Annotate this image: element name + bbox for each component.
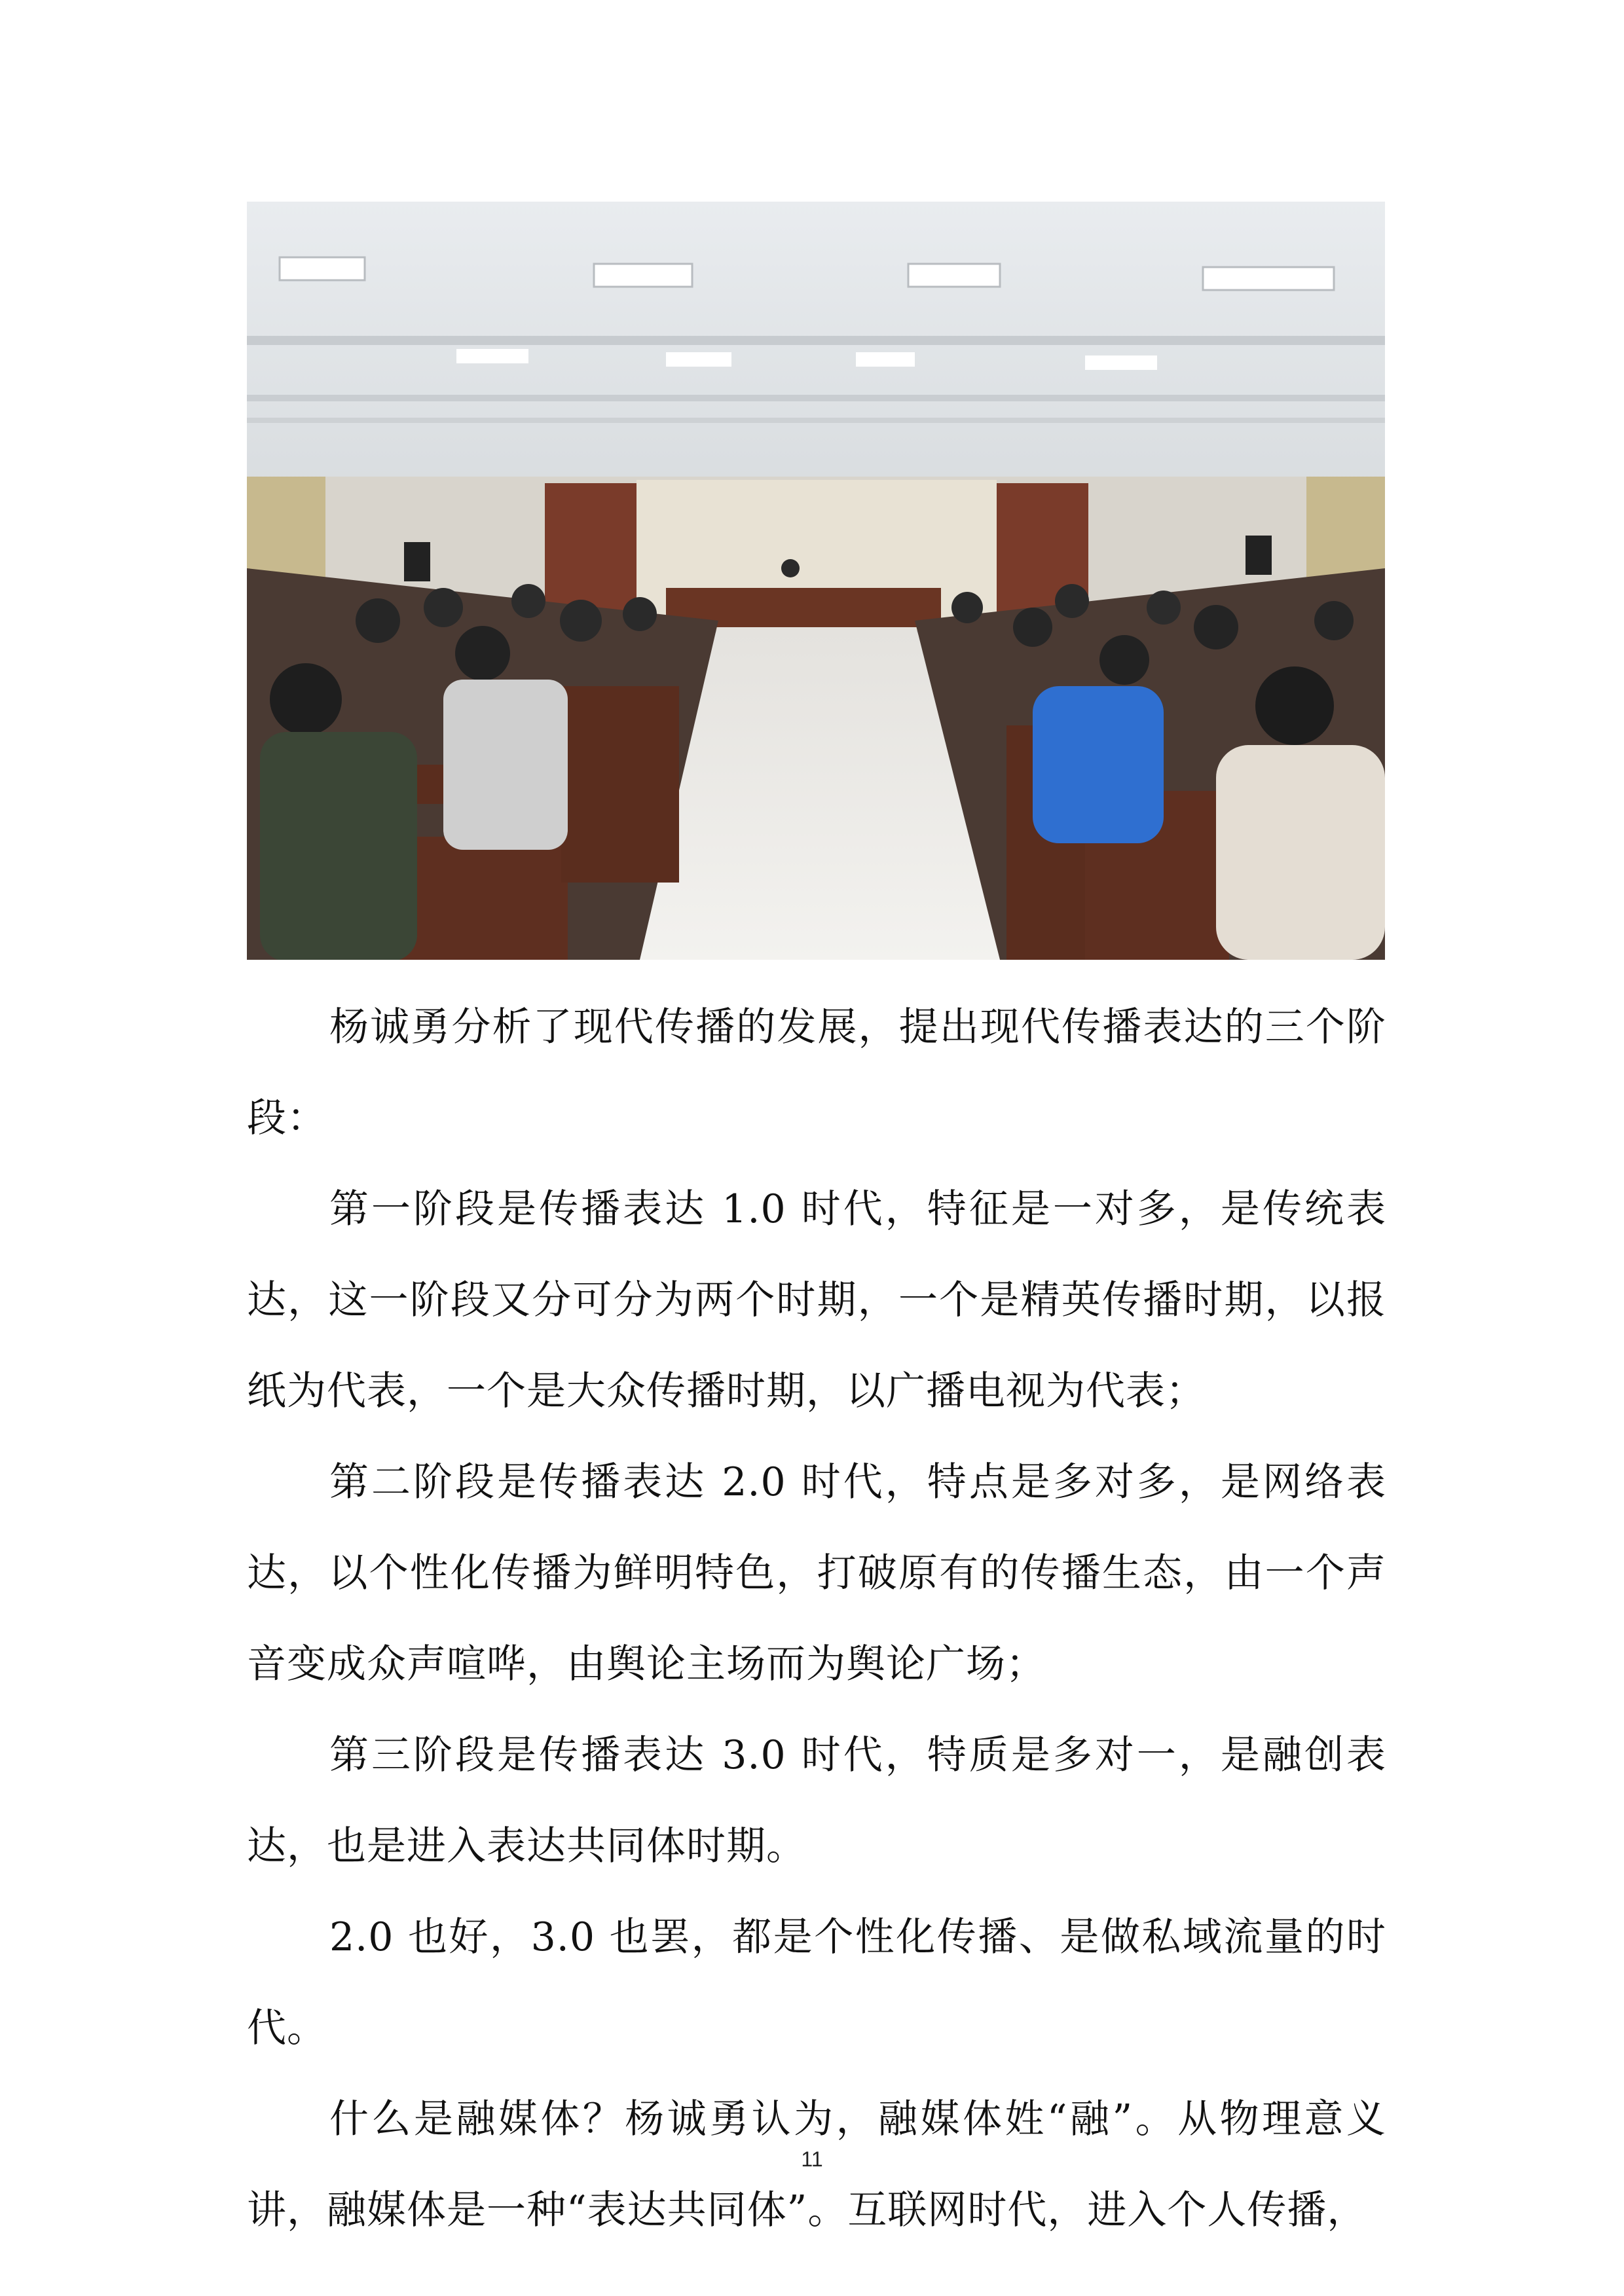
paragraph: 第三阶段是传播表达 3.0 时代，特质是多对一，是融创表达，也是进入表达共同体时期。 (247, 1732, 1386, 1869)
page-number: 11 (801, 2147, 823, 2171)
paragraph: 第一阶段是传播表达 1.0 时代，特征是一对多，是传统表达，这一阶段又分可分为两个时期，一个是精英传播时期，以报纸为代表，一个是大众传播时期，以广播电视为代表； (247, 1186, 1386, 1414)
conference-room-image (247, 202, 1385, 960)
conference-photo (247, 202, 1385, 960)
paragraph: 第二阶段是传播表达 2.0 时代，特点是多对多，是网络表达，以个性化传播为鲜明特色，打破原有的传播生态，由一个声音变成众声喧哗，由舆论主场而为舆论广场； (247, 1459, 1386, 1687)
paragraph: 杨诚勇分析了现代传播的发展，提出现代传播表达的三个阶段： (247, 1004, 1386, 1141)
paragraph: 2.0 也好，3.0 也罢，都是个性化传播、是做私域流量的时代。 (247, 1914, 1386, 2051)
paragraph: 什么是融媒体？杨诚勇认为，融媒体姓“融”。从物理意义讲，融媒体是一种“表达共同体”。互联网时代，进入个人传播， (247, 2096, 1386, 2233)
article-body (247, 982, 1386, 2256)
